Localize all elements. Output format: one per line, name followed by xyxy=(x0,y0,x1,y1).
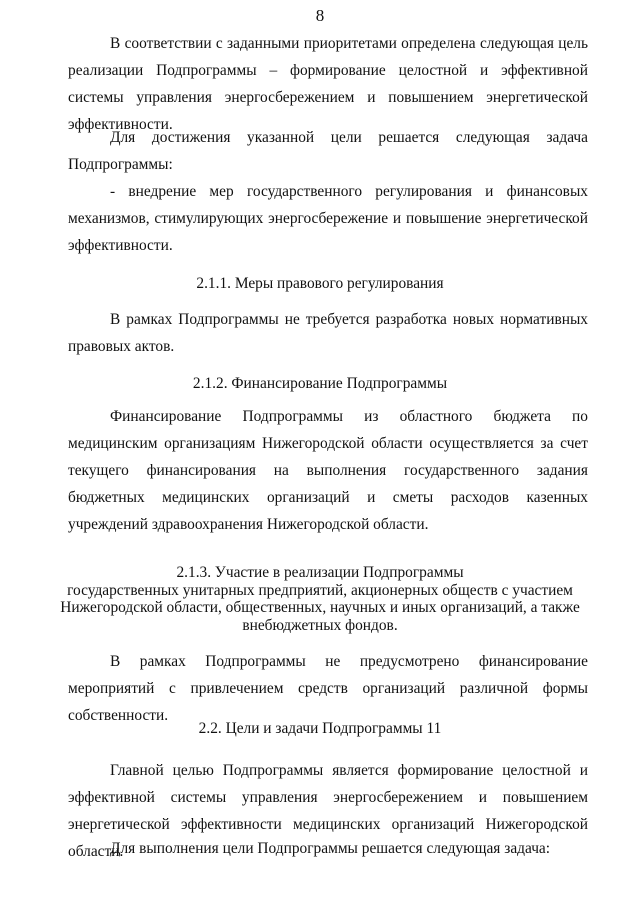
paragraph-participation: В рамках Подпрограммы не предусмотрено финансирование мероприятий с привлечением средств организаций различной формы собственности. xyxy=(68,653,588,724)
paragraph-legal-regulation: В рамках Подпрограммы не требуется разработка новых нормативных правовых актов. xyxy=(68,311,588,355)
heading-2-1-3 xyxy=(40,564,600,634)
heading-2-1-3-line-1: 2.1.3. Участие в реализации Подпрограммы xyxy=(176,564,464,581)
heading-2-2: 2.2. Цели и задачи Подпрограммы 11 xyxy=(198,720,442,737)
heading-2-1-2: 2.1.2. Финансирование Подпрограммы xyxy=(192,375,448,392)
paragraph-financing: Финансирование Подпрограммы из областного бюджета по медицинским организациям Нижегородской области осуществляется за счет текущего финансирования на выполнения государственного задания бюджетных медицинских организаций и сметы расходов казенных учреждений здравоохранения Нижегородской области. xyxy=(68,408,588,533)
heading-2-1-3-line-4: внебюджетных фондов. xyxy=(242,616,398,634)
paragraph-task-intro: Для достижения указанной цели решается следующая задача Подпрограммы: xyxy=(68,129,588,173)
page-number: 8 xyxy=(315,6,325,25)
paragraph-goal-task: Для выполнения цели Подпрограммы решается следующая задача: xyxy=(110,840,551,857)
paragraph-main-goal: Главной целью Подпрограммы является формирование целостной и эффективной системы управления энергосбережением и повышением энергетической эффективности медицинских организаций Нижегородской области. xyxy=(68,762,588,860)
heading-2-1-1: 2.1.1. Меры правового регулирования xyxy=(196,275,444,292)
heading-2-1-3-line-2: государственных унитарных предприятий, акционерных обществ с участием xyxy=(67,581,573,599)
paragraph-goal: В соответствии с заданными приоритетами определена следующая цель реализации Подпрограммы – формирование целостной и эффективной системы управления энергосбережением и повышением энергетической эффективности. xyxy=(68,35,588,133)
paragraph-task-item: - внедрение мер государственного регулирования и финансовых механизмов, стимулирующих энергосбережение и повышение энергетической эффективности. xyxy=(68,183,588,254)
heading-2-1-3-line-3: Нижегородской области, общественных, научных и иных организаций, а также xyxy=(60,599,580,616)
